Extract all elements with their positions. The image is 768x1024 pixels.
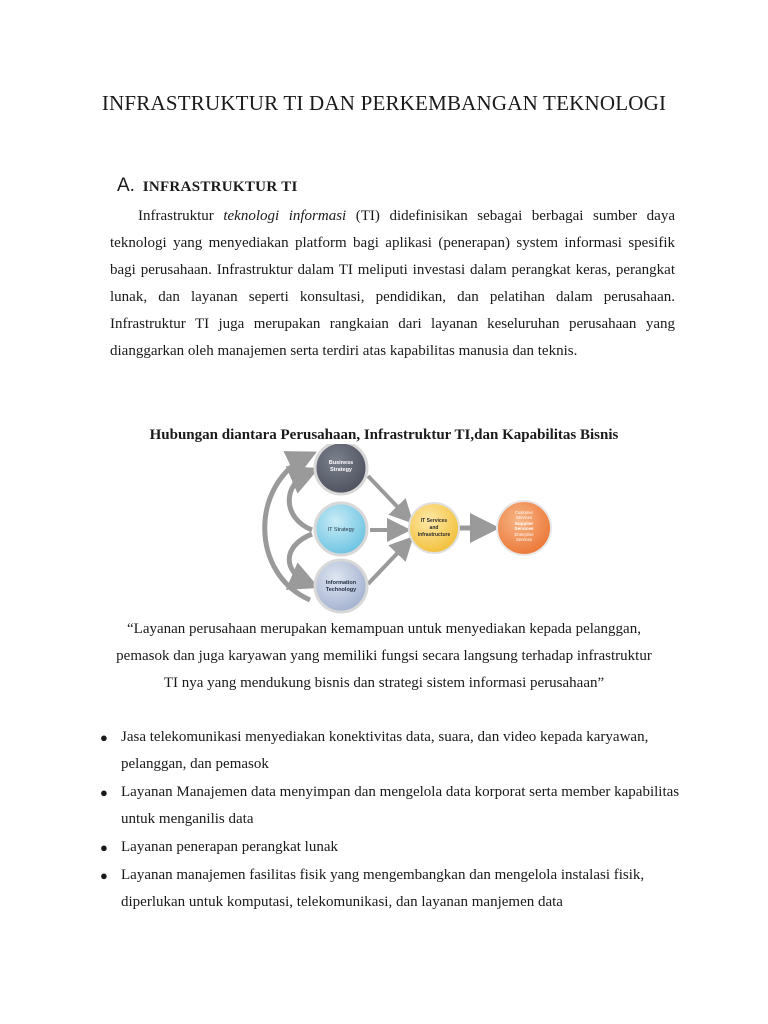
bullet-icon: ●: [100, 785, 108, 800]
node-it-services-line3: Infrastructure: [417, 532, 451, 538]
bullet-icon: ●: [100, 730, 108, 745]
node-customer-line4: Services: [514, 526, 534, 531]
node-customer-line3: Supplier: [514, 521, 534, 526]
section-heading: [117, 174, 298, 199]
paragraph-body: (TI) didefinisikan sebagai berbagai sumber daya teknologi yang menyediakan platform bagi aplikasi (penerapan) system informasi spesifik bagi perusahaan. Infrastruktur dalam TI meliputi investasi dalam perangkat keras, perangkat lunak, dan layanan seperti konsultasi, pendidikan, dan pelatihan dalam perusahaan. Infrastruktur TI juga merupakan rangkaian dari layanan keseluruhan perusahaan yang dianggarkan oleh manajemen serta terdiri atas kapabilitas manusia dan teknis.: [110, 208, 675, 359]
bullet-icon: ●: [100, 840, 108, 855]
node-infotech-line1: Information: [325, 580, 357, 586]
node-business-strategy-line2: Strategy: [329, 467, 353, 473]
node-customer-line6: Services: [515, 537, 533, 542]
quote-block: “Layanan perusahaan merupakan kemampuan untuk menyediakan kepada pelanggan, pemasok dan juga karyawan yang memiliki fungsi secara langsung terhadap infrastruktur TI nya yang mendukung bisnis dan strategi sistem informasi perusahaan”: [116, 621, 652, 691]
figure-caption: Hubungan diantara Perusahaan, Infrastruktur TI,dan Kapabilitas Bisnis: [149, 427, 619, 443]
list-item: [96, 724, 686, 778]
node-it-strategy: [315, 503, 367, 555]
node-customer-services: [497, 501, 551, 555]
list-item: [96, 834, 686, 861]
bullet-icon: ●: [100, 868, 108, 883]
section-letter: A.: [117, 175, 135, 196]
node-customer-line5: Enterprise: [514, 532, 534, 537]
definition-paragraph: [110, 203, 675, 365]
node-infotech-line2: Technology: [325, 587, 357, 593]
arrow-business-to-services: [368, 476, 408, 518]
section-title: INFRASTRUKTUR TI: [142, 179, 298, 195]
bullet-list: [96, 724, 686, 917]
list-item: [96, 779, 686, 833]
arrow-infotech-to-services: [368, 542, 408, 584]
list-item-text: Layanan Manajemen data menyimpan dan mengelola data korporat serta member kapabilitas untuk menganilis data: [121, 784, 680, 827]
node-it-strategy-label: IT Strategy: [327, 527, 355, 533]
arrow-it-to-infotech: [289, 534, 312, 584]
list-item-text: Layanan manajemen fasilitas fisik yang mengembangkan dan mengelola instalasi fisik, diperlukan untuk komputasi, telekomunikasi, dan layanan manjemen data: [121, 867, 645, 910]
node-business-strategy-line1: Business: [328, 460, 354, 466]
page-title: INFRASTRUKTUR TI DAN PERKEMBANGAN TEKNOLOGI: [101, 91, 667, 115]
node-customer-line1: Customer: [514, 510, 534, 515]
relationship-diagram: [258, 444, 568, 614]
list-item-text: Layanan penerapan perangkat lunak: [121, 839, 338, 855]
node-customer-line2: Services: [515, 515, 533, 520]
paragraph-italic-term: teknologi informasi: [223, 208, 347, 224]
arrow-it-to-business: [289, 472, 312, 530]
paragraph-lead: Infrastruktur: [138, 208, 224, 224]
node-it-services-line1: IT Services: [420, 518, 448, 524]
node-it-services-line2: and: [429, 525, 439, 531]
list-item: [96, 862, 686, 916]
node-business-strategy: [315, 444, 367, 494]
list-item-text: Jasa telekomunikasi menyediakan konektivitas data, suara, dan video kepada karyawan, pelanggan, dan pemasok: [121, 729, 649, 772]
node-information-technology: [315, 560, 367, 612]
node-it-services: [409, 503, 459, 553]
